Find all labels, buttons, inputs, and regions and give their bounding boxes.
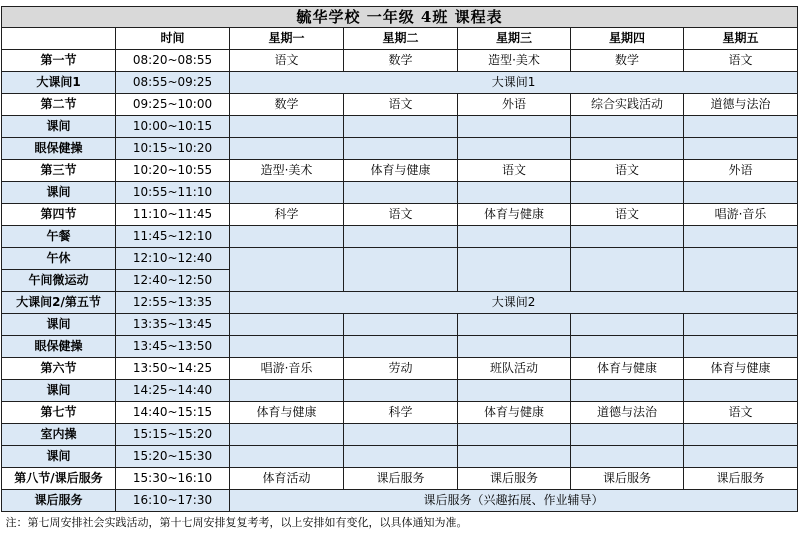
- period-time: 11:10~11:45: [116, 204, 230, 226]
- schedule-row: [2, 380, 798, 402]
- class-cell-tuesday: [344, 314, 458, 336]
- class-cell-wednesday: [458, 424, 571, 446]
- class-cell-thursday: [571, 226, 684, 248]
- class-cell-thursday: [571, 314, 684, 336]
- schedule-row: [2, 226, 798, 248]
- schedule-title: 毓华学校 一年级 4班 课程表: [2, 7, 798, 28]
- class-cell-friday: 外语: [684, 160, 798, 182]
- period-label: 午餐: [2, 226, 116, 248]
- class-cell-tuesday: 科学: [344, 402, 458, 424]
- class-cell-tuesday: 劳动: [344, 358, 458, 380]
- class-cell-wednesday: 班队活动: [458, 358, 571, 380]
- period-time: 13:35~13:45: [116, 314, 230, 336]
- period-label: 大课间1: [2, 72, 116, 94]
- period-time: 12:10~12:40: [116, 248, 230, 270]
- title-row: [2, 7, 798, 28]
- class-cell-friday: [684, 424, 798, 446]
- class-cell-monday: [230, 336, 344, 358]
- period-label: 大课间2/第五节: [2, 292, 116, 314]
- schedule-row: [2, 314, 798, 336]
- period-time: 15:30~16:10: [116, 468, 230, 490]
- class-cell-monday: [230, 314, 344, 336]
- period-label: 眼保健操: [2, 336, 116, 358]
- class-cell-thursday: [571, 446, 684, 468]
- class-cell-wednesday: 语文: [458, 160, 571, 182]
- class-cell-wednesday: [458, 380, 571, 402]
- class-cell-tuesday: [344, 424, 458, 446]
- period-time: 14:25~14:40: [116, 380, 230, 402]
- period-label: 午休: [2, 248, 116, 270]
- period-time: 16:10~17:30: [116, 490, 230, 512]
- class-cell-tuesday: 课后服务: [344, 468, 458, 490]
- period-time: 12:55~13:35: [116, 292, 230, 314]
- class-cell-wednesday: [458, 248, 571, 292]
- class-cell-monday: 体育活动: [230, 468, 344, 490]
- class-cell-monday: 体育与健康: [230, 402, 344, 424]
- class-cell-wednesday: [458, 446, 571, 468]
- footnote: 注：第七周安排社会实践活动，第十七周安排复复考考，以上安排如有变化，以具体通知为准。: [2, 512, 798, 535]
- class-cell-wednesday: [458, 116, 571, 138]
- period-time: 15:20~15:30: [116, 446, 230, 468]
- class-cell-monday: [230, 424, 344, 446]
- header-thursday: 星期四: [571, 28, 684, 50]
- class-cell-tuesday: 语文: [344, 204, 458, 226]
- header-corner-cell: [2, 28, 116, 50]
- schedule-row: [2, 204, 798, 226]
- class-cell-friday: 道德与法治: [684, 94, 798, 116]
- schedule-row: [2, 138, 798, 160]
- class-cell-monday: [230, 116, 344, 138]
- class-cell-friday: [684, 380, 798, 402]
- period-time: 13:45~13:50: [116, 336, 230, 358]
- schedule-row: [2, 358, 798, 380]
- class-cell-thursday: 体育与健康: [571, 358, 684, 380]
- period-time: 10:00~10:15: [116, 116, 230, 138]
- header-friday: 星期五: [684, 28, 798, 50]
- period-label: 课间: [2, 314, 116, 336]
- class-cell-thursday: 课后服务: [571, 468, 684, 490]
- class-cell-tuesday: 数学: [344, 50, 458, 72]
- class-cell-wednesday: [458, 182, 571, 204]
- class-cell-thursday: [571, 116, 684, 138]
- period-label: 第七节: [2, 402, 116, 424]
- class-cell-tuesday: [344, 226, 458, 248]
- class-cell-wednesday: [458, 314, 571, 336]
- period-label: 课间: [2, 116, 116, 138]
- class-cell-friday: [684, 226, 798, 248]
- class-cell-tuesday: [344, 446, 458, 468]
- class-cell-thursday: 数学: [571, 50, 684, 72]
- period-time: 10:20~10:55: [116, 160, 230, 182]
- merged-activity-cell: 大课间2: [230, 292, 798, 314]
- class-cell-tuesday: [344, 116, 458, 138]
- schedule-row: [2, 336, 798, 358]
- class-cell-monday: 科学: [230, 204, 344, 226]
- period-time: 11:45~12:10: [116, 226, 230, 248]
- period-label: 课间: [2, 182, 116, 204]
- period-label: 课后服务: [2, 490, 116, 512]
- header-monday: 星期一: [230, 28, 344, 50]
- class-cell-friday: 体育与健康: [684, 358, 798, 380]
- period-time: 13:50~14:25: [116, 358, 230, 380]
- class-cell-monday: [230, 138, 344, 160]
- class-cell-thursday: 语文: [571, 160, 684, 182]
- class-cell-thursday: [571, 248, 684, 292]
- period-time: 15:15~15:20: [116, 424, 230, 446]
- schedule-row: [2, 182, 798, 204]
- class-cell-thursday: 综合实践活动: [571, 94, 684, 116]
- header-row: [2, 28, 798, 50]
- period-time: 10:55~11:10: [116, 182, 230, 204]
- period-label: 眼保健操: [2, 138, 116, 160]
- class-cell-thursday: 语文: [571, 204, 684, 226]
- class-cell-tuesday: [344, 182, 458, 204]
- schedule-row: [2, 94, 798, 116]
- period-label: 午间微运动: [2, 270, 116, 292]
- schedule-row: [2, 424, 798, 446]
- class-cell-wednesday: [458, 226, 571, 248]
- period-time: 08:55~09:25: [116, 72, 230, 94]
- class-cell-friday: [684, 138, 798, 160]
- schedule-row: [2, 292, 798, 314]
- period-time: 08:20~08:55: [116, 50, 230, 72]
- class-cell-wednesday: 课后服务: [458, 468, 571, 490]
- class-cell-tuesday: [344, 138, 458, 160]
- class-cell-monday: [230, 380, 344, 402]
- header-time: 时间: [116, 28, 230, 50]
- class-cell-thursday: [571, 182, 684, 204]
- class-cell-monday: [230, 446, 344, 468]
- class-cell-tuesday: [344, 380, 458, 402]
- class-cell-friday: [684, 446, 798, 468]
- class-cell-monday: 造型·美术: [230, 160, 344, 182]
- class-cell-friday: 语文: [684, 402, 798, 424]
- schedule-table: [1, 6, 798, 534]
- period-label: 第三节: [2, 160, 116, 182]
- class-cell-monday: [230, 182, 344, 204]
- schedule-row: [2, 402, 798, 424]
- class-cell-wednesday: [458, 336, 571, 358]
- period-time: 09:25~10:00: [116, 94, 230, 116]
- class-cell-friday: 课后服务: [684, 468, 798, 490]
- class-cell-monday: [230, 248, 344, 292]
- class-cell-monday: 数学: [230, 94, 344, 116]
- merged-activity-cell: 大课间1: [230, 72, 798, 94]
- class-cell-friday: [684, 336, 798, 358]
- schedule-row: [2, 490, 798, 512]
- class-cell-thursday: 道德与法治: [571, 402, 684, 424]
- schedule-row: [2, 446, 798, 468]
- period-label: 课间: [2, 380, 116, 402]
- class-cell-wednesday: [458, 138, 571, 160]
- class-cell-wednesday: 造型·美术: [458, 50, 571, 72]
- period-time: 12:40~12:50: [116, 270, 230, 292]
- class-cell-tuesday: 语文: [344, 94, 458, 116]
- period-label: 第八节/课后服务: [2, 468, 116, 490]
- period-label: 第二节: [2, 94, 116, 116]
- class-cell-thursday: [571, 336, 684, 358]
- period-label: 第四节: [2, 204, 116, 226]
- class-cell-wednesday: 外语: [458, 94, 571, 116]
- period-time: 14:40~15:15: [116, 402, 230, 424]
- schedule-row: [2, 50, 798, 72]
- class-cell-monday: 语文: [230, 50, 344, 72]
- period-time: 10:15~10:20: [116, 138, 230, 160]
- class-cell-friday: [684, 248, 798, 292]
- schedule-row: [2, 248, 798, 270]
- class-cell-wednesday: 体育与健康: [458, 204, 571, 226]
- class-cell-friday: 语文: [684, 50, 798, 72]
- note-row: [2, 512, 798, 535]
- class-cell-friday: 唱游·音乐: [684, 204, 798, 226]
- schedule-row: [2, 116, 798, 138]
- period-label: 第六节: [2, 358, 116, 380]
- class-cell-wednesday: 体育与健康: [458, 402, 571, 424]
- class-cell-monday: 唱游·音乐: [230, 358, 344, 380]
- class-cell-thursday: [571, 138, 684, 160]
- class-cell-friday: [684, 314, 798, 336]
- class-cell-friday: [684, 116, 798, 138]
- header-wednesday: 星期三: [458, 28, 571, 50]
- class-cell-thursday: [571, 424, 684, 446]
- class-cell-friday: [684, 182, 798, 204]
- class-cell-thursday: [571, 380, 684, 402]
- header-tuesday: 星期二: [344, 28, 458, 50]
- period-label: 课间: [2, 446, 116, 468]
- schedule-row: [2, 160, 798, 182]
- period-label: 第一节: [2, 50, 116, 72]
- merged-activity-cell: 课后服务（兴趣拓展、作业辅导）: [230, 490, 798, 512]
- class-cell-monday: [230, 226, 344, 248]
- class-cell-tuesday: 体育与健康: [344, 160, 458, 182]
- schedule-row: [2, 72, 798, 94]
- period-label: 室内操: [2, 424, 116, 446]
- class-cell-tuesday: [344, 336, 458, 358]
- schedule-row: [2, 468, 798, 490]
- class-cell-tuesday: [344, 248, 458, 292]
